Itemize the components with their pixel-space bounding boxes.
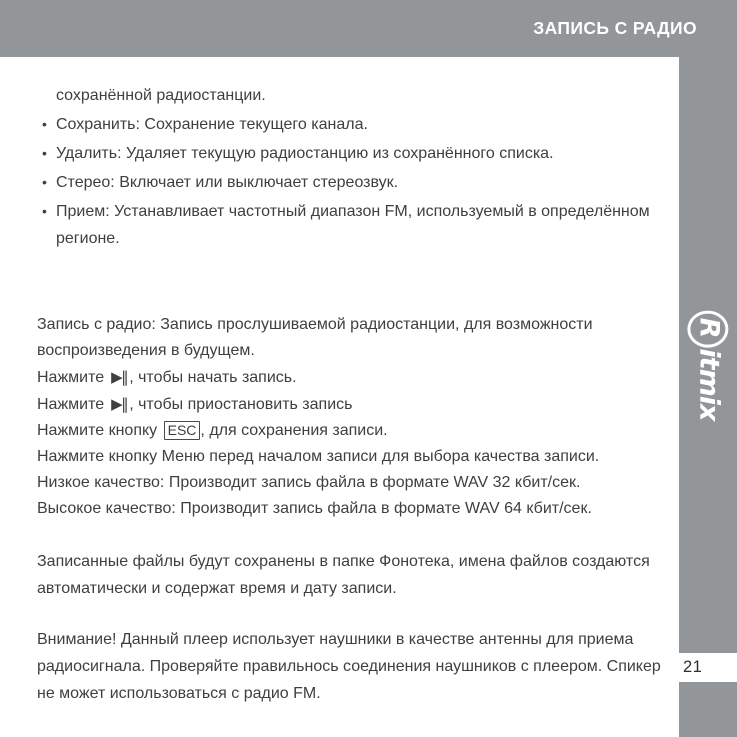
page-content [0,57,679,737]
page-title: ЗАПИСЬ С РАДИО [533,18,697,38]
paragraph-line: Внимание! Данный плеер использует наушники в качестве антенны для приема [37,631,634,648]
files-paragraph [37,548,679,602]
bullet-list [37,111,679,252]
press-esc-prefix: Нажмите кнопку [37,422,158,439]
paragraph-line: радиосигнала. Проверяйте правильнось соединения наушников с плеером. Спикер [37,658,661,675]
recording-paragraph [37,312,679,522]
ritmix-logo-r-icon: R [688,310,729,347]
warning-paragraph [37,626,679,707]
paragraph-line: автоматически и содержат время и дату записи. [37,580,397,597]
paragraph-line: Записанные файлы будут сохранены в папке Фонотека, имена файлов создаются [37,553,650,570]
ritmix-logo [679,305,737,425]
press-record-prefix: Нажмите [37,369,105,386]
press-pause-prefix: Нажмите [37,396,105,413]
paragraph-line: Низкое качество: Производит запись файла в формате WAV 32 кбит/сек. [37,474,581,491]
paragraph-line: Высокое качество: Производит запись файла в формате WAV 64 кбит/сек. [37,500,592,517]
ritmix-logo-rest: itmix [693,347,725,420]
ritmix-logo-text [688,310,729,420]
paragraph-line: не может использоваться с радио FM. [37,685,321,702]
list-item [37,140,679,167]
list-item [37,198,679,252]
esc-key: ESC [164,421,201,440]
sidebar [679,57,737,737]
continuation-line: сохранённой радиостанции. [56,87,266,104]
bullet-text: • Удалить: Удаляет текущую радиостанцию из сохранённого списка. [56,145,554,162]
bullet-text: • Прием: Устанавливает частотный диапазон FM, используемый в определённом [56,203,650,220]
press-record-line [37,364,679,391]
page-header [0,0,737,57]
play-pause-icon: ▶‖ [111,368,128,386]
press-esc-line [37,418,679,444]
page-number: 21 [683,658,703,676]
paragraph-line: воспроизведения в будущем. [37,342,255,359]
press-esc-suffix: , для сохранения записи. [200,422,388,439]
bullet-text-continuation: регионе. [56,230,120,247]
press-pause-suffix: , чтобы приостановить запись [129,396,353,413]
paragraph-line: Запись с радио: Запись прослушиваемой радиостанции, для возможности [37,316,593,333]
bullet-text: • Стерео: Включает или выключает стереозвук. [56,174,399,191]
play-pause-icon: ▶‖ [111,395,128,413]
paragraph-line: Нажмите кнопку Меню перед началом записи для выбора качества записи. [37,448,600,465]
list-item [37,169,679,196]
press-record-suffix: , чтобы начать запись. [129,369,297,386]
press-pause-line [37,391,679,418]
list-item [37,111,679,138]
page-number-notch [679,653,737,682]
bullet-text: • Сохранить: Сохранение текущего канала. [56,116,368,133]
